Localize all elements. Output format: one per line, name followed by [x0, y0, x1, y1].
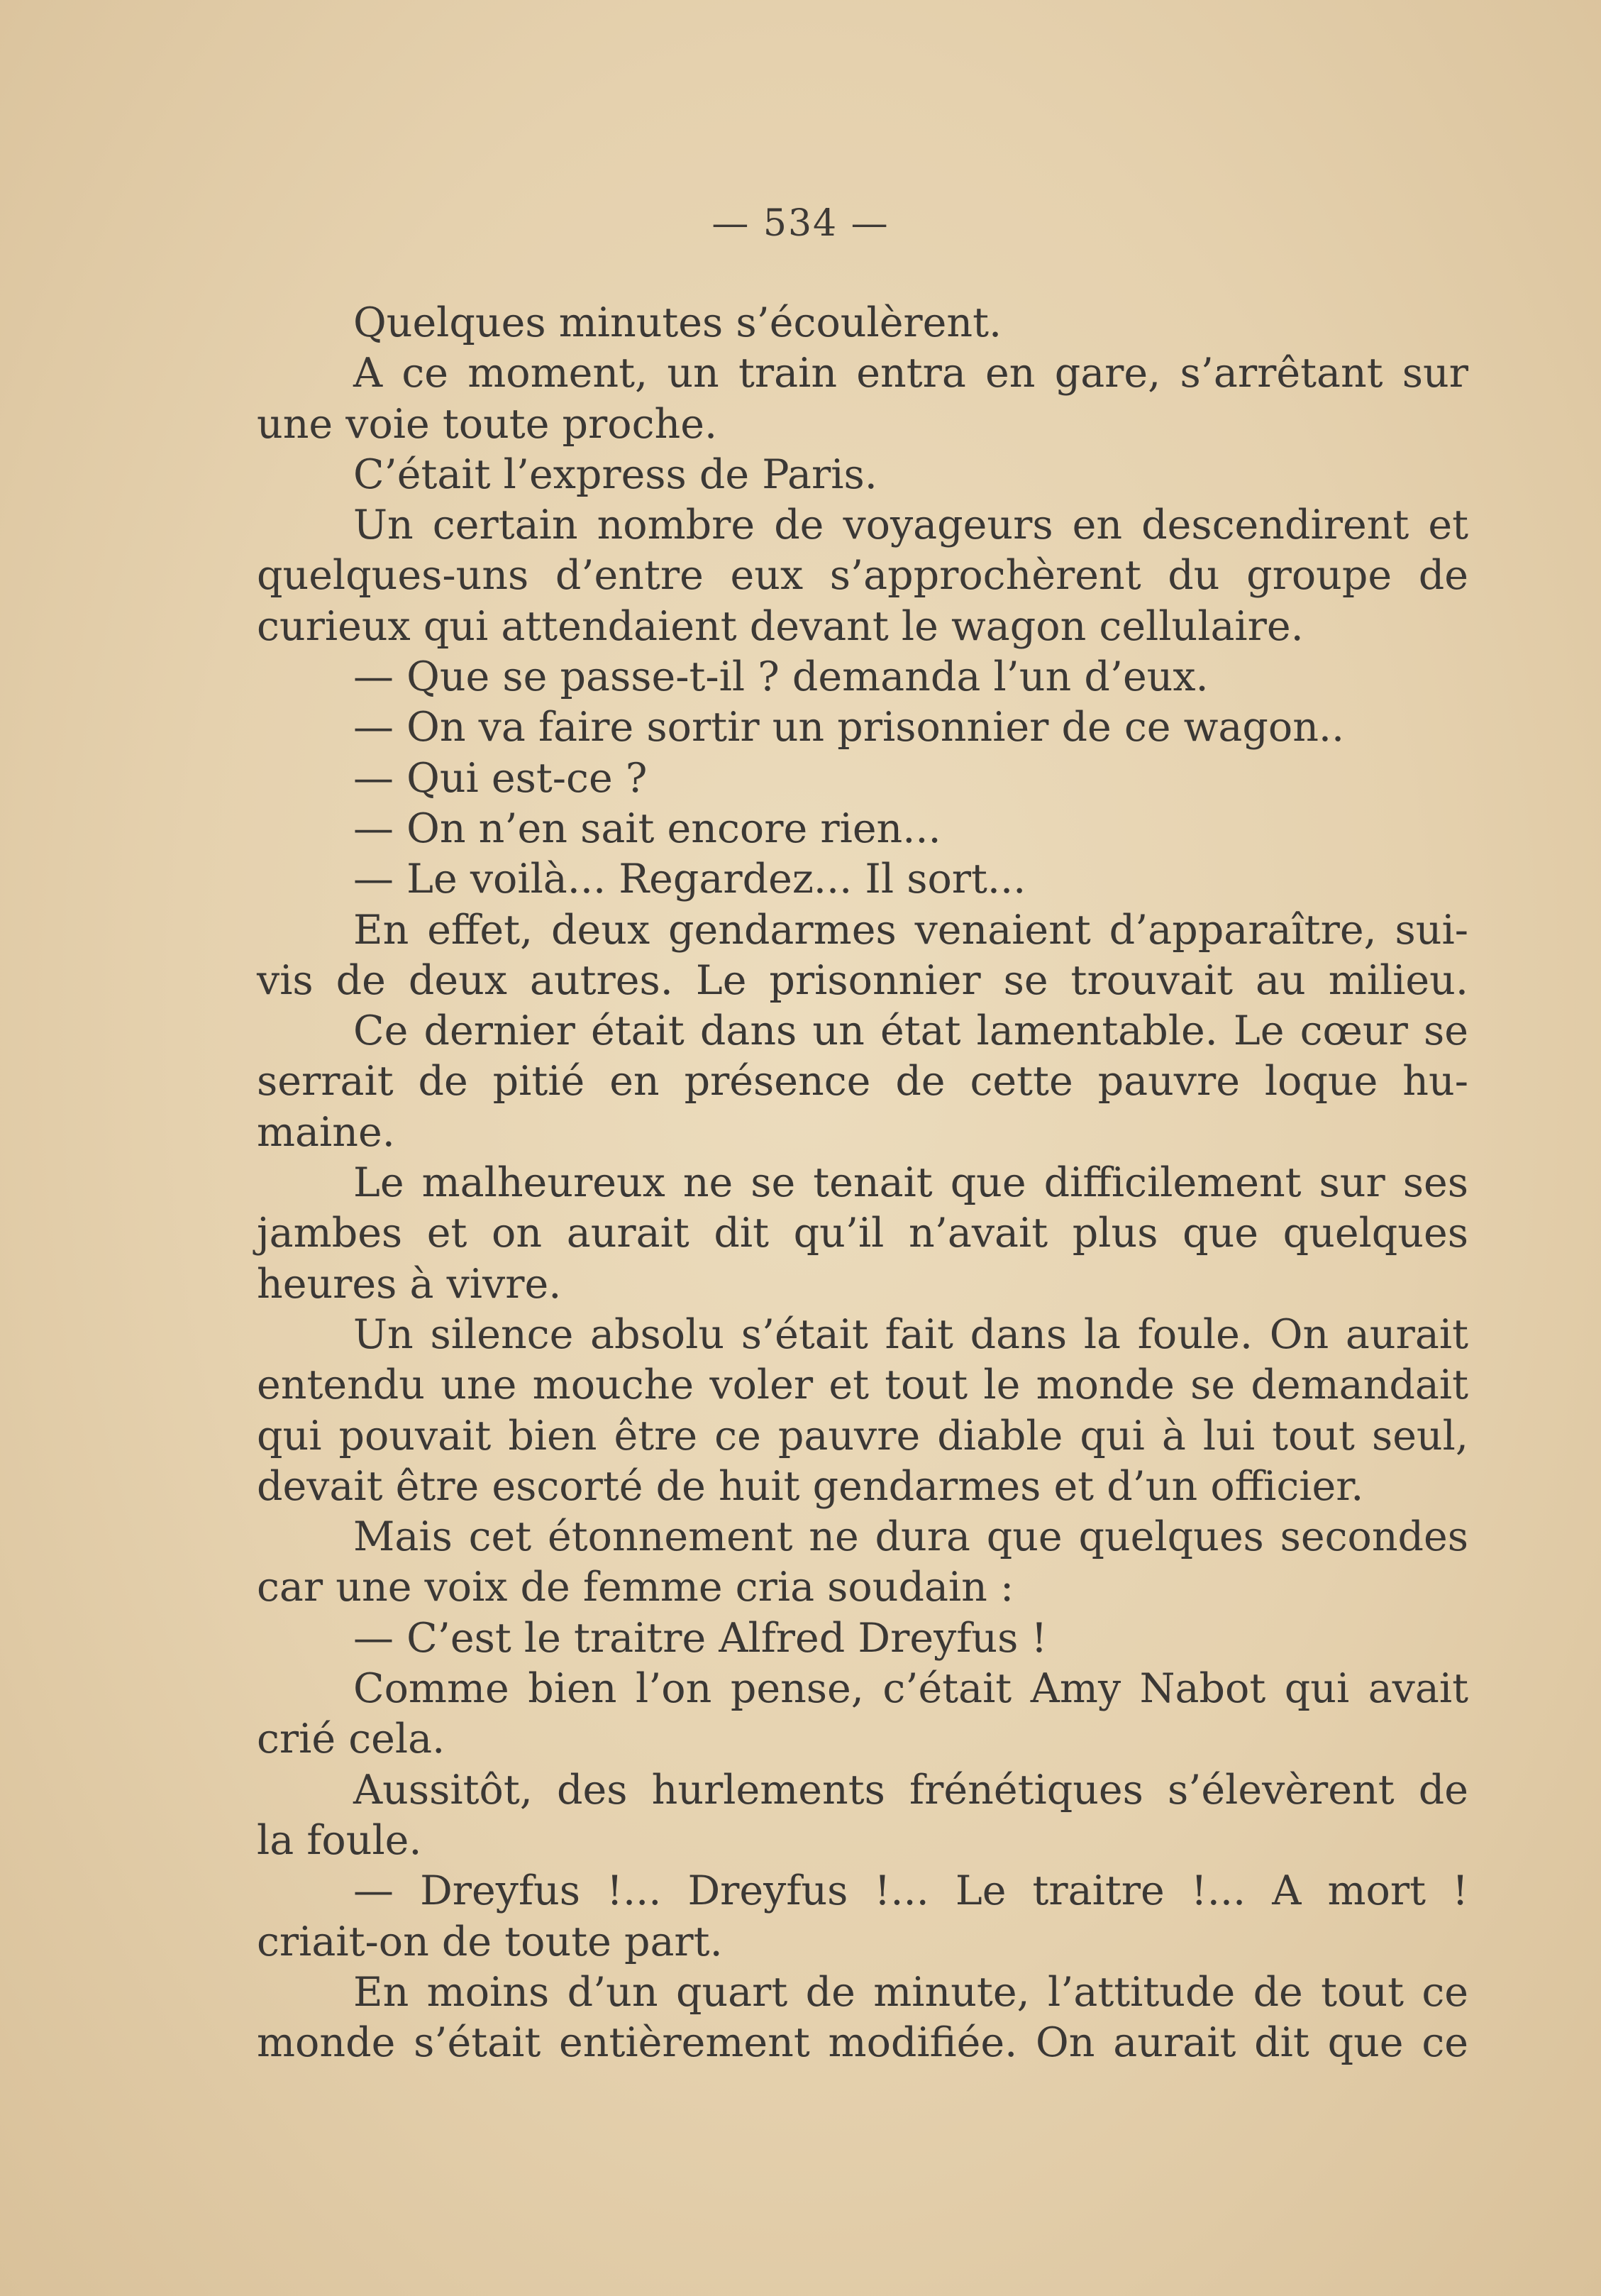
text-line: Ce dernier était dans un état lamentable. Le cœur se — [353, 1008, 1468, 1055]
text-line: la foule. — [257, 1816, 422, 1864]
text-line: heures à vivre. — [257, 1260, 562, 1308]
text-line: devait être escorté de huit gendarmes et d’un officier. — [257, 1462, 1364, 1510]
text-line: curieux qui attendaient devant le wagon cellulaire. — [257, 602, 1304, 650]
text-line: une voie toute proche. — [257, 400, 718, 448]
text-line: serrait de pitié en présence de cette pauvre loque hu- — [257, 1058, 1468, 1105]
text-line: Aussitôt, des hurlements frénétiques s’élevèrent de — [353, 1766, 1468, 1814]
text-line: — Que se passe-t-il ? demanda l’un d’eux. — [353, 653, 1209, 701]
text-line: — On va faire sortir un prisonnier de ce wagon.. — [353, 704, 1345, 751]
text-line: entendu une mouche voler et tout le monde se demandait — [257, 1362, 1468, 1409]
body-text — [257, 298, 1468, 2068]
text-line: — Qui est-ce ? — [353, 754, 648, 802]
text-line: vis de deux autres. Le prisonnier se trouvait au milieu. — [257, 956, 1468, 1004]
text-line: — On n’en sait encore rien... — [353, 805, 941, 852]
text-line: Mais cet étonnement ne dura que quelques secondes — [353, 1513, 1468, 1561]
text-line: — Le voilà... Regardez... Il sort... — [353, 856, 1026, 903]
text-line: Un silence absolu s’était fait dans la foule. On aurait — [353, 1310, 1468, 1358]
text-line: C’était l’express de Paris. — [353, 451, 877, 498]
text-line: Le malheureux ne se tenait que difficilement sur ses — [353, 1159, 1468, 1207]
text-line: — Dreyfus !... Dreyfus !... Le traitre !... A mort ! — [353, 1867, 1468, 1915]
text-line: En effet, deux gendarmes venaient d’apparaître, sui- — [353, 906, 1468, 954]
text-line: A ce moment, un train entra en gare, s’arrêtant sur — [353, 350, 1468, 397]
text-line: Quelques minutes s’écoulèrent. — [353, 299, 1002, 346]
text-line: crié cela. — [257, 1716, 445, 1763]
text-line: maine. — [257, 1108, 395, 1156]
text-line: criait-on de toute part. — [257, 1918, 723, 1965]
text-line: En moins d’un quart de minute, l’attitude de tout ce — [353, 1968, 1468, 2016]
page-number: — 534 — — [711, 202, 890, 245]
text-line: Un certain nombre de voyageurs en descendirent et — [353, 502, 1468, 549]
text-line: — C’est le traitre Alfred Dreyfus ! — [353, 1614, 1048, 1662]
text-line: jambes et on aurait dit qu’il n’avait plus que quelques — [257, 1210, 1468, 1257]
text-line: Comme bien l’on pense, c’était Amy Nabot qui avait — [353, 1665, 1468, 1713]
text-line: qui pouvait bien être ce pauvre diable qui à lui tout seul, — [257, 1412, 1468, 1459]
text-line: quelques-uns d’entre eux s’approchèrent du groupe de — [257, 552, 1468, 600]
text-line: monde s’était entièrement modifiée. On aurait dit que ce — [257, 2019, 1468, 2067]
text-line: car une voix de femme cria soudain : — [257, 1564, 1014, 1611]
